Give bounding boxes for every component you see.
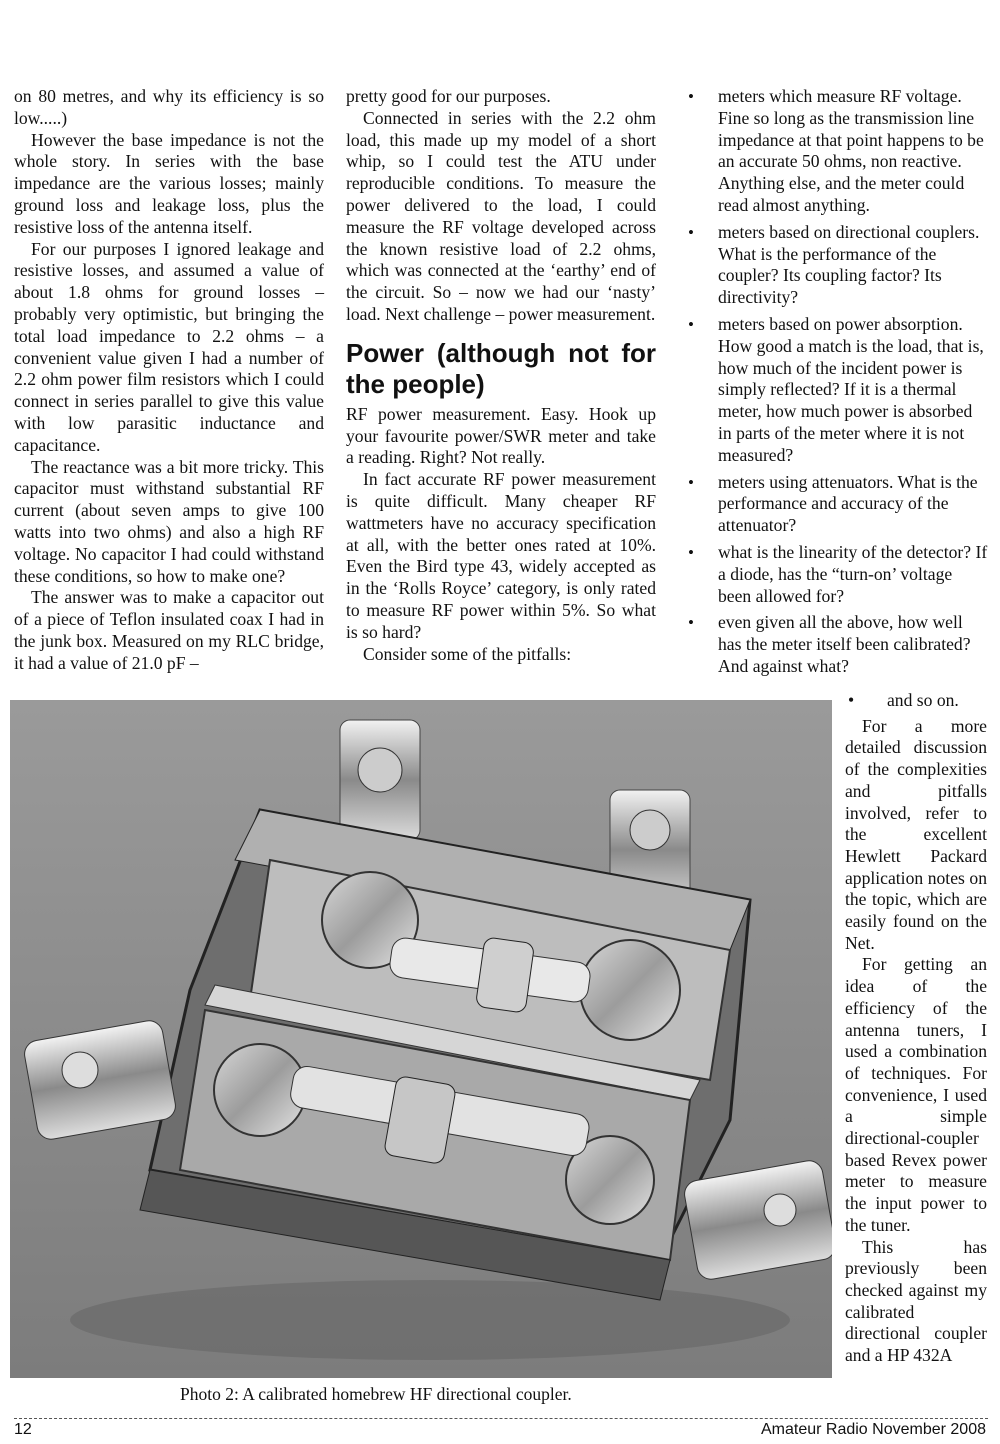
paragraph: In fact accurate RF power measurement is quite difficult. Many cheaper RF wattmeters have no accuracy specification at all, with the better ones rated at 10%. Even the Bird type 43, widely accepted as in the ‘Rolls Royce’ category, is only rated to measure RF power within 5%. So what is so hard?	[346, 469, 656, 642]
column-4	[845, 690, 987, 1367]
list-item: • even given all the above, how well has the meter itself been calibrated? And against what?	[688, 612, 988, 677]
paragraph: The answer was to make a capacitor out of a piece of Teflon insulated coax I had in the junk box. Measured on my RLC bridge, it had a value of 21.0 pF –	[14, 587, 324, 673]
page-number: 12	[14, 1421, 32, 1438]
list-item: • meters using attenuators. What is the performance and accuracy of the attenuator?	[688, 472, 988, 537]
list-item: • meters based on directional couplers. What is the performance of the coupler? Its coupling factor? Its directivity?	[688, 222, 988, 309]
paragraph: The reactance was a bit more tricky. This capacitor must withstand substantial RF current (about seven amps to give 100 watts into two ohms) and also a high RF voltage. No capacitor I had could withstand these conditions, so how to make one?	[14, 456, 324, 586]
column-1	[14, 86, 324, 675]
directional-coupler-image	[10, 700, 832, 1378]
paragraph: This has previously been checked against my calibrated directional coupler and a HP 432A	[845, 1236, 987, 1366]
paragraph: on 80 metres, and why its efficiency is so low.....)	[14, 86, 324, 128]
photo-caption: Photo 2: A calibrated homebrew HF directional coupler.	[180, 1384, 572, 1404]
footer-divider	[14, 1418, 988, 1419]
list-item: • meters which measure RF voltage. Fine so long as the transmission line impedance at that point happens to be an accurate 50 ohms, non reactive. Anything else, and the meter could read almost anything.	[688, 86, 988, 217]
paragraph: pretty good for our purposes.	[346, 86, 551, 106]
section-heading: Power (although not for the people)	[346, 337, 656, 399]
list-item: • what is the linearity of the detector? If a diode, has the “turn-on’ voltage been allowed for?	[688, 542, 988, 607]
paragraph: For getting an idea of the efficiency of the antenna tuners, I used a combination of techniques. For convenience, I used a simple directional-coupler based Revex power meter to measure the input power to the tuner.	[845, 954, 987, 1235]
paragraph: However the base impedance is not the whole story. In series with the base impedance are the various losses; mainly ground loss and leakage loss, plus the resistive loss of the antenna itself.	[14, 129, 324, 237]
pitfalls-list	[688, 86, 988, 678]
paragraph: RF power measurement. Easy. Hook up your favourite power/SWR meter and take a reading. Right? Not really.	[346, 403, 656, 468]
paragraph: For our purposes I ignored leakage and resistive losses, and assumed a value of about 1.8 ohms for ground losses – probably very optimistic, but bringing the total load impedance to 2.2 ohms – a convenient value given I had a number of 2.2 ohm power film resistors which I could connect in series parallel to give this value with low parasitic inductance and capacitance.	[14, 238, 324, 455]
column-3	[688, 86, 988, 683]
list-item: • meters based on power absorption. How good a match is the load, that is, how much of the incident power is simply reflected? If it is a thermal meter, how much power is absorbed in parts of the meter where it is not measured?	[688, 314, 988, 467]
column-2	[346, 86, 656, 665]
paragraph: Connected in series with the 2.2 ohm load, this made up my model of a short whip, so I could test the ATU under reproducible conditions. To measure the power delivered to the load, I could measure the RF voltage developed across the known resistive load of 2.2 ohms, which was connected at the ‘earthy’ end of the circuit. So – now we had our ‘nasty’ load. Next challenge – power measurement.	[346, 107, 656, 324]
coupler-photo	[10, 700, 832, 1378]
paragraph: Consider some of the pitfalls:	[363, 643, 572, 664]
list-item: • and so on.	[845, 690, 987, 712]
paragraph: For a more detailed discussion of the complexities and pitfalls involved, refer to the excellent Hewlett Packard application notes on the topic, which are easily found on the Net.	[845, 715, 987, 953]
publication-footer: Amateur Radio November 2008	[760, 1421, 986, 1438]
